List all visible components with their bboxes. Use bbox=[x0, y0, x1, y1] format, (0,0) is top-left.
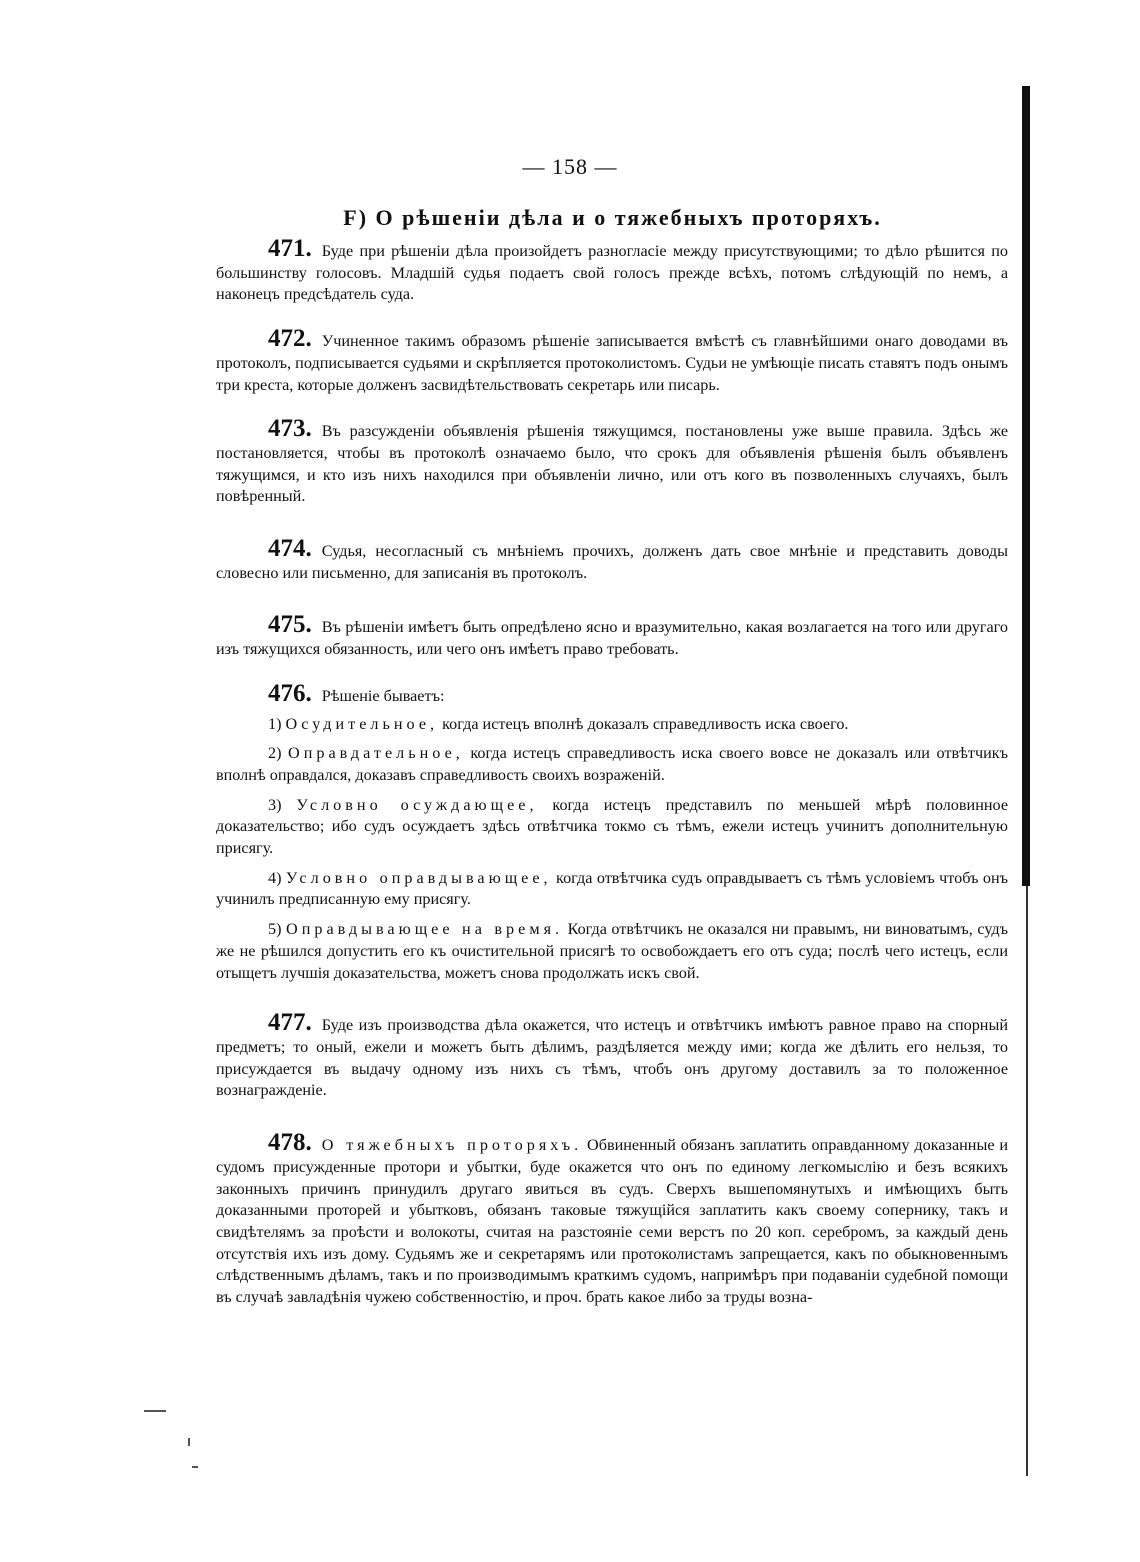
article-477 bbox=[216, 1009, 1008, 1102]
article-term: О тяжебныхъ проторяхъ. bbox=[321, 1136, 583, 1155]
item-number: 4) bbox=[268, 868, 282, 887]
list-item bbox=[216, 795, 1008, 860]
item-number: 1) bbox=[268, 714, 282, 733]
item-text: когда отвѣтчика судъ оправдываетъ съ тѣмъ условіемъ чтобъ онъ учинилъ предписанную ему присягу. bbox=[216, 868, 1009, 909]
page-edge-line bbox=[1026, 886, 1028, 1476]
item-text: когда истецъ представилъ по меньшей мѣрѣ половинное доказательство; ибо судъ осуждаетъ здѣсь отвѣтчика токмо съ тѣмъ, ежели истецъ учинитъ дополнительную присягу. bbox=[216, 795, 1009, 858]
article-intro: Рѣшеніе бываетъ: bbox=[321, 686, 445, 705]
article-text: Въ рѣшеніи имѣетъ быть опредѣлено ясно и вразумительно, какая возлагается на того или другаго изъ тяжущихся обязанность, или чего онъ имѣетъ право требовать. bbox=[216, 618, 1008, 659]
article-471 bbox=[216, 235, 1008, 306]
article-text: Въ разсужденіи объявленія рѣшенія тяжущимся, постановлены уже выше правила. Здѣсь же постановляется, чтобы въ протоколѣ означаемо было, что срокъ для объявленія рѣшенія былъ объявленъ тяжущимся, и кто изъ нихъ находился при объявленіи лично, или отъ кого въ позволенныхъ случаяхъ, былъ повѣренный. bbox=[216, 422, 1008, 506]
article-number: 477. bbox=[268, 1009, 312, 1037]
item-text: Когда отвѣтчикъ не оказался ни правымъ, ни виноватымъ, судъ же не рѣшился допустить его къ очистительной присягѣ то освобождаетъ его отъ суда; послѣ чего истецъ, если отыщетъ лучшія доказательства, можетъ снова продолжать искъ свой. bbox=[216, 920, 1008, 982]
list-item bbox=[216, 919, 1008, 984]
article-text: Буде при рѣшеніи дѣла произойдетъ разногласіе между присутствующими; то дѣло рѣшится по большинству голосовъ. Младшій судья подаетъ свой голосъ прежде всѣхъ, потомъ слѣдующій по немъ, а наконецъ предсѣдатель суда. bbox=[216, 242, 1008, 304]
article-476-head bbox=[216, 679, 1008, 708]
item-term: Условно оправдывающее, bbox=[285, 868, 552, 887]
article-number: 475. bbox=[268, 611, 312, 639]
article-474 bbox=[216, 535, 1008, 584]
article-476 bbox=[216, 679, 1009, 984]
article-number: 474. bbox=[268, 535, 312, 563]
page-edge-bar bbox=[1022, 86, 1030, 886]
item-term: Оправдательное, bbox=[288, 744, 464, 763]
article-number: 472. bbox=[268, 325, 312, 353]
article-475 bbox=[216, 611, 1008, 660]
article-number: 471. bbox=[268, 235, 312, 262]
article-text: Судья, несогласный съ мнѣніемъ прочихъ, долженъ дать свое мнѣніе и представить доводы словесно или письменно, для записанія въ протоколъ. bbox=[216, 542, 1008, 582]
item-number: 2) bbox=[268, 744, 282, 763]
article-text: Обвиненный обязанъ заплатить оправданному доказанные и судомъ присужденные протори и убытки, буде окажется что онъ по единому легкомыслію и безъ всякихъ законныхъ причинъ принудилъ другаго явиться въ судъ. Сверхъ вышепомянутыхъ и имѣющихъ быть доказанными проторей и убытковъ, обязанъ таковые тяжущійся заплатить какъ своему сопернику, такъ и свидѣтелямъ за проѣсти и волокоты, считая на разстояніе семи верстъ по 20 коп. серебромъ, за каждый день отсутствія ихъ изъ дому. Судьямъ же и секретарямъ или протоколистамъ запрещается, какъ по обыкновеннымъ слѣдственнымъ дѣламъ, такъ и по производимымъ краткимъ судомъ, напримѣръ при подаваніи судебной помощи въ случаѣ завладѣнія чужею собственностію, и проч. брать какое либо за труды возна- bbox=[216, 1136, 1008, 1307]
item-text: когда истецъ справедливость иска своего вовсе не доказалъ или отвѣтчикъ вполнѣ оправдался, доказавъ справедливость своихъ возраженій. bbox=[216, 744, 1009, 784]
page-number: — 158 — bbox=[522, 154, 618, 179]
list-item bbox=[216, 714, 1008, 736]
list-item bbox=[216, 868, 1008, 911]
article-text: Учиненное такимъ образомъ рѣшеніе записывается вмѣстѣ съ главнѣйшими онаго доводами въ протоколъ, подписывается судьями и скрѣпляется протоколистомъ. Судьи не умѣющіе писать ставятъ подъ онымъ три креста, которые долженъ засвидѣтельствовать секретарь или писарь. bbox=[216, 332, 1008, 394]
item-term: Оправдывающее на время. bbox=[286, 920, 564, 939]
item-text: когда истецъ вполнѣ доказалъ справедливость иска своего. bbox=[442, 714, 849, 733]
item-number: 3) bbox=[268, 795, 282, 814]
list-item bbox=[216, 743, 1008, 786]
item-term: Осудительное, bbox=[285, 714, 439, 733]
article-473 bbox=[216, 415, 1008, 508]
article-number: 476. bbox=[268, 679, 312, 707]
article-number: 478. bbox=[268, 1129, 312, 1157]
document-body bbox=[216, 235, 1009, 1331]
item-number: 5) bbox=[268, 920, 282, 939]
article-472 bbox=[216, 325, 1008, 396]
item-term: Условно осуждающее, bbox=[296, 795, 538, 814]
article-number: 473. bbox=[268, 415, 312, 443]
article-text: Буде изъ производства дѣла окажется, что истецъ и отвѣтчикъ имѣютъ равное право на спорный предметъ; то оный, ежели и можетъ быть дѣлимъ, раздѣляется между ими; когда же дѣлить его нельзя, то присуждается въ выдачу одному изъ нихъ съ тѣмъ, чтобъ онъ другому доставилъ за то положенное вознагражденіе. bbox=[216, 1016, 1008, 1100]
article-478 bbox=[216, 1129, 1008, 1309]
section-title: F) О рѣшеніи дѣла и о тяжебныхъ проторяхъ. bbox=[343, 205, 882, 230]
scan-marks bbox=[140, 1400, 210, 1490]
